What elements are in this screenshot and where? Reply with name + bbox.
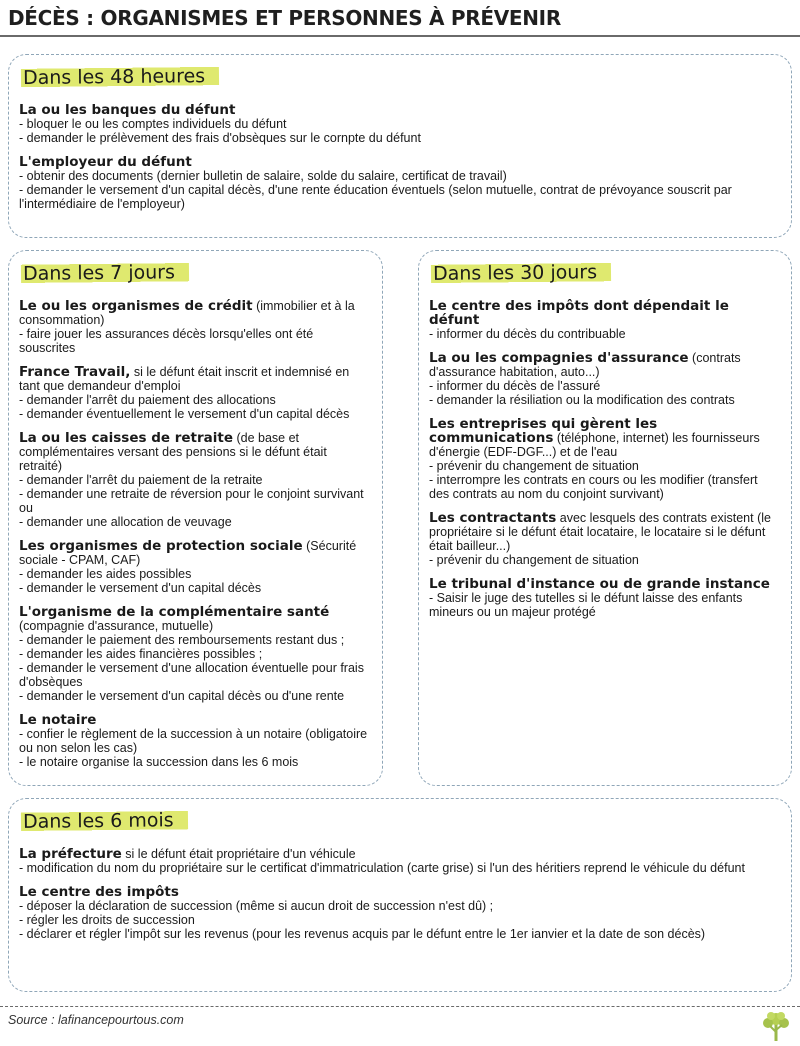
entry-bullet: - demander les aides possibles: [19, 567, 192, 581]
section-48-heures: [8, 54, 792, 238]
entry-title: Le ou les organismes de crédit: [19, 298, 253, 314]
page-title: DÉCÈS : ORGANISMES ET PERSONNES À PRÉVENIR: [8, 6, 561, 30]
list-item: [429, 577, 779, 619]
entry-bullet: - déclarer et régler l'impôt sur les revenus (pour les revenus acquis par le défunt entre le 1er ianvier et la date de son décès): [19, 927, 706, 941]
list-item: [19, 713, 370, 769]
entry-bullet: - demander une retraite de réversion pour le conjoint survivant ou: [19, 487, 364, 515]
entry-note: (immobilier et à la consommation): [19, 299, 355, 327]
list-item: [19, 155, 779, 211]
entry-bullet: - bloquer le ou les comptes individuels du défunt: [19, 117, 287, 131]
entry-note: si le défunt était propriétaire d'un véhicule: [121, 847, 356, 861]
entry-bullet: - demander le prélèvement des frais d'obsèques sur le cornpte du défunt: [19, 131, 421, 145]
section-6-mois: [8, 798, 792, 992]
entry-title: La préfecture: [19, 846, 122, 862]
entry-title: L'organisme de la complémentaire santé: [19, 604, 330, 620]
list-item: [19, 103, 779, 145]
entry-list: [19, 299, 370, 769]
entry-title: Le notaire: [19, 712, 97, 728]
entry-bullet: - le notaire organise la succession dans les 6 mois: [19, 755, 299, 769]
entry-title: Les contractants: [429, 510, 557, 526]
footer-divider: [0, 1006, 800, 1007]
entry-title: L'employeur du défunt: [19, 154, 192, 170]
entry-bullet: - demander le versement d'un capital décès, d'une rente éducation éventuels (selon mutuelle, contrat de prévoyance souscrit par l'intermédiaire de l'employeur): [19, 183, 732, 211]
entry-note: si le défunt était inscrit et indemnisé en tant que demandeur d'emploi: [19, 365, 350, 393]
entry-bullet: - demander le versement d'un capital décès: [19, 581, 262, 595]
list-item: [429, 299, 779, 341]
entry-title: La ou les compagnies d'assurance: [429, 350, 689, 366]
list-item: [429, 351, 779, 407]
section-7-jours: [8, 250, 383, 786]
list-item: [19, 605, 370, 703]
entry-bullet: - demander la résiliation ou la modification des contrats: [429, 393, 735, 407]
entry-bullet: - Saisir le juge des tutelles si le défunt laisse des enfants mineurs ou un majeur protégé: [429, 591, 743, 619]
entry-title: Le centre des impôts dont dépendait le défunt: [429, 298, 729, 328]
entry-bullet: - demander le versement d'un capital décès ou d'une rente: [19, 689, 345, 703]
list-item: [19, 885, 779, 941]
list-item: [19, 431, 370, 529]
title-divider: [0, 35, 800, 37]
entry-note: (téléphone, internet) les fournisseurs d'énergie (EDF-DGF...) et de l'eau: [429, 431, 760, 459]
entry-title: Le tribunal d'instance ou de grande instance: [429, 576, 770, 592]
entry-note: (compagnie d'assurance, mutuelle): [19, 619, 214, 633]
entry-title: Les organismes de protection sociale: [19, 538, 303, 554]
entry-bullet: - demander une allocation de veuvage: [19, 515, 232, 529]
entry-bullet: - informer du décès du contribuable: [429, 327, 626, 341]
entry-bullet: - demander le versement d'une allocation éventuelle pour frais d'obsèques: [19, 661, 364, 689]
entry-title: La ou les caisses de retraite: [19, 430, 234, 446]
list-item: [19, 847, 779, 875]
source-credit: Source : lafinancepourtous.com: [8, 1013, 184, 1027]
list-item: [19, 539, 370, 595]
entry-bullet: - interrompre les contrats en cours ou les modifier (transfert des contrats au nom du conjoint survivant): [429, 473, 758, 501]
entry-list: [19, 103, 779, 211]
entry-bullet: - informer du décès de l'assuré: [429, 379, 601, 393]
list-item: [429, 417, 779, 501]
entry-title: La ou les banques du défunt: [19, 102, 236, 118]
entry-note: (de base et complémentaires versant des pensions si le défunt était retraité): [19, 431, 327, 473]
entry-bullet: - faire jouer les assurances décès lorsqu'elles ont été souscrites: [19, 327, 314, 355]
section-30-jours: [418, 250, 792, 786]
section-heading: Dans les 7 jours: [21, 260, 189, 286]
entry-note: (contrats d'assurance habitation, auto...): [429, 351, 741, 379]
entry-bullet: - demander le paiement des remboursements restant dus ;: [19, 633, 345, 647]
entry-bullet: - déposer la déclaration de succession (même si aucun droit de succession n'est dû) ;: [19, 899, 494, 913]
list-item: [19, 365, 370, 421]
tree-logo-icon: [760, 1010, 792, 1042]
entry-title: Les entreprises qui gèrent les communications: [429, 416, 658, 446]
entry-list: [19, 847, 779, 941]
section-heading: Dans les 30 jours: [431, 260, 611, 286]
entry-bullet: - confier le règlement de la succession à un notaire (obligatoire ou non selon les cas): [19, 727, 368, 755]
entry-bullet: - demander l'arrêt du paiement des allocations: [19, 393, 276, 407]
entry-bullet: - modification du nom du propriétaire sur le certificat d'immatriculation (carte grise) si l'un des héritiers reprend le véhicule du défunt: [19, 861, 745, 875]
section-heading: Dans les 6 mois: [21, 808, 188, 834]
entry-title: France Travail,: [19, 364, 131, 380]
entry-note: (Sécurité sociale - CPAM, CAF): [19, 539, 357, 567]
entry-list: [429, 299, 779, 619]
list-item: [429, 511, 779, 567]
entry-bullet: - régler les droits de succession: [19, 913, 195, 927]
entry-bullet: - obtenir des documents (dernier bulletin de salaire, solde du salaire, certificat de travail): [19, 169, 507, 183]
entry-bullet: - demander les aides financières possibles ;: [19, 647, 263, 661]
section-heading: Dans les 48 heures: [21, 64, 219, 90]
entry-note: avec lesquels des contrats existent (le propriétaire si le défunt était locataire, le locataire si le défunt était bailleur...): [429, 511, 771, 553]
entry-title: Le centre des impôts: [19, 884, 179, 900]
entry-bullet: - prévenir du changement de situation: [429, 459, 639, 473]
entry-bullet: - demander éventuellement le versement d'un capital décès: [19, 407, 350, 421]
entry-bullet: - demander l'arrêt du paiement de la retraite: [19, 473, 263, 487]
list-item: [19, 299, 370, 355]
entry-bullet: - prévenir du changement de situation: [429, 553, 639, 567]
